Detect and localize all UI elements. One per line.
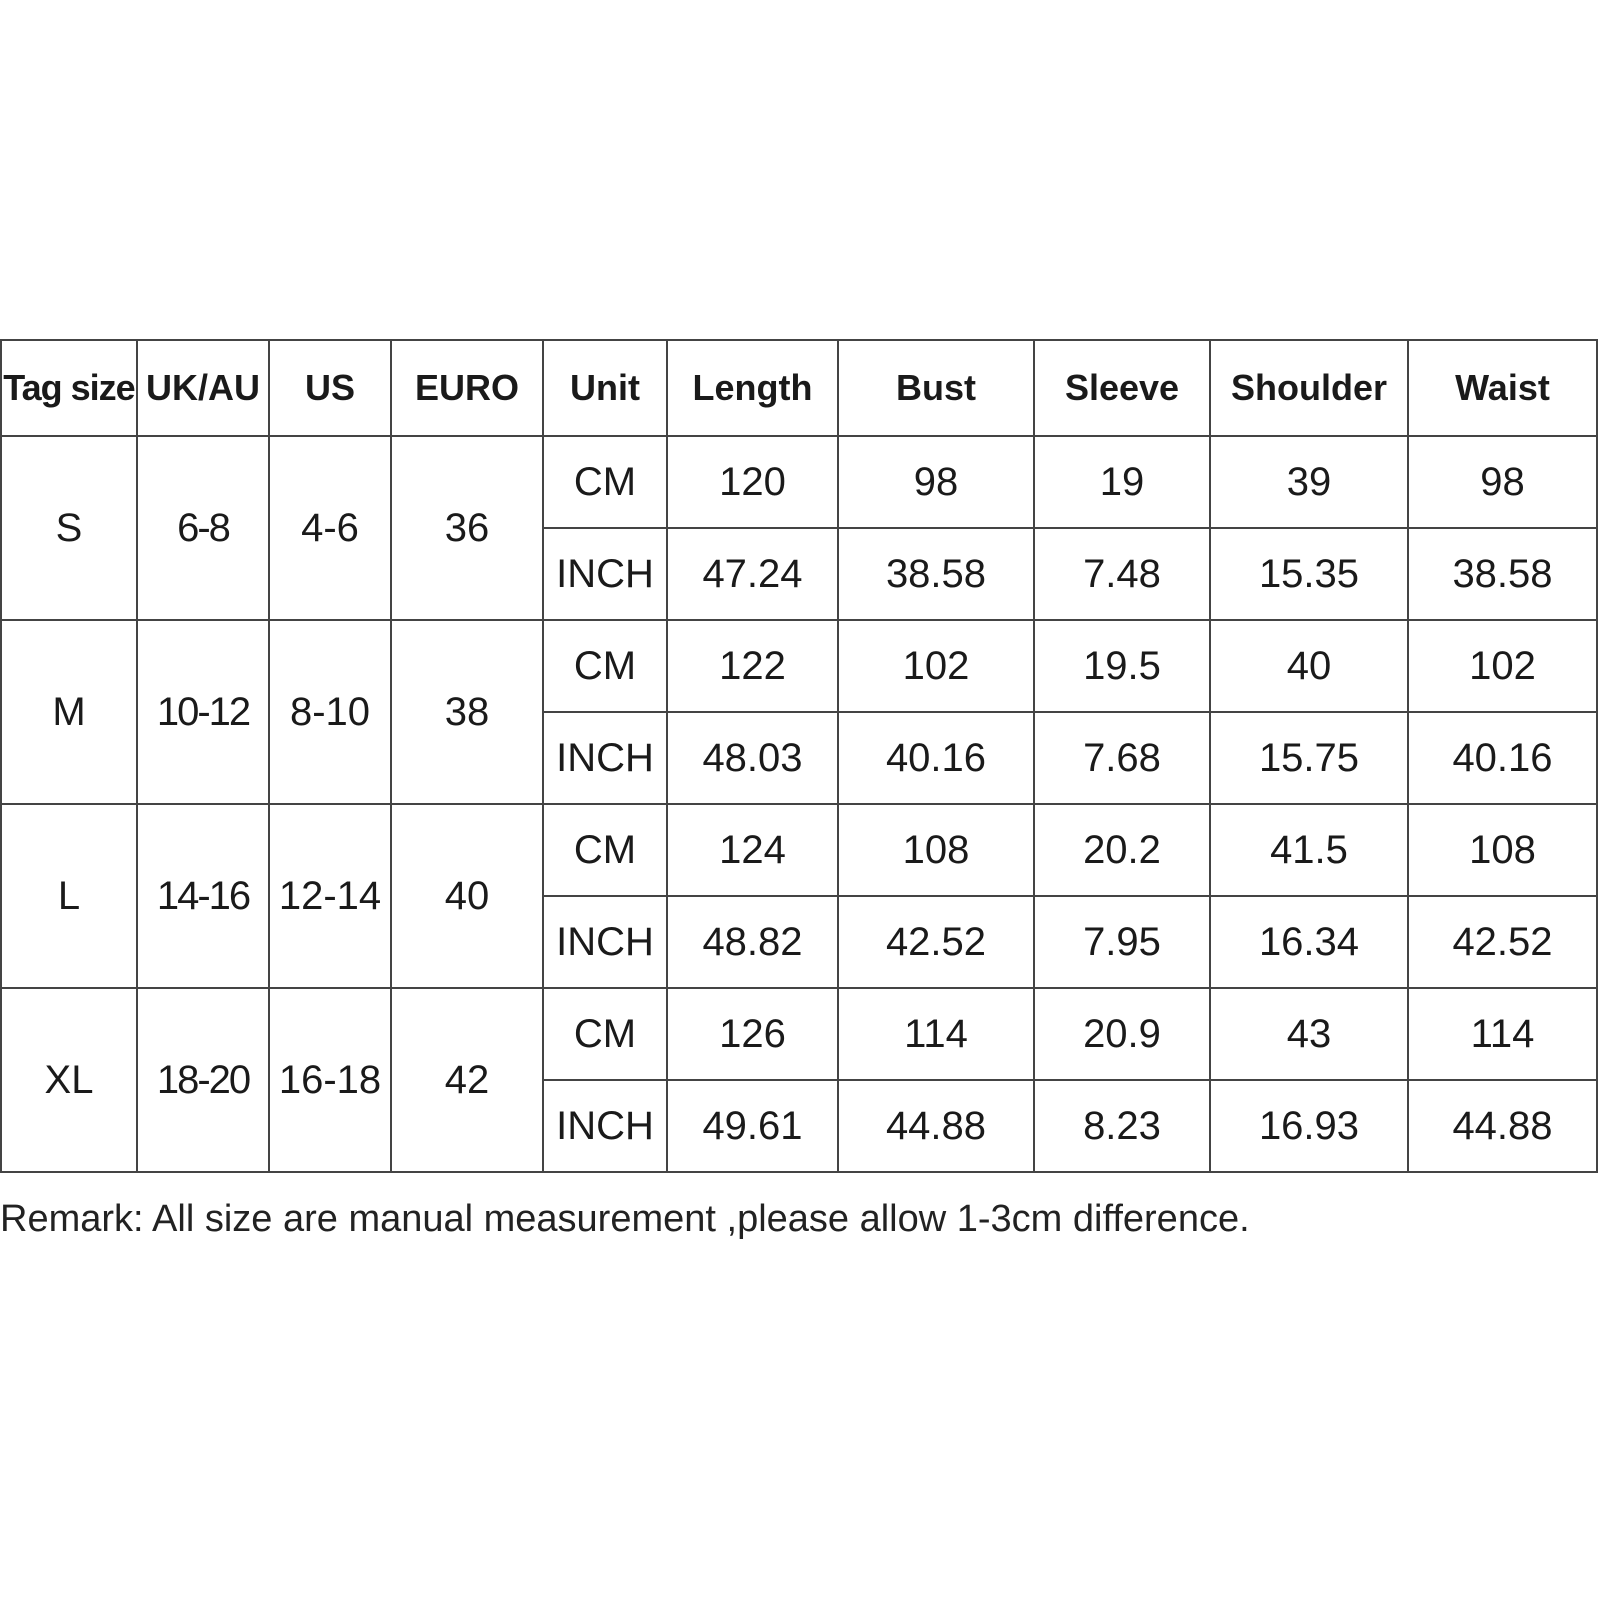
shoulder-cell: 15.75 bbox=[1210, 712, 1408, 804]
bust-cell: 114 bbox=[838, 988, 1034, 1080]
waist-cell: 114 bbox=[1408, 988, 1597, 1080]
sleeve-cell: 8.23 bbox=[1034, 1080, 1210, 1172]
header-us: US bbox=[269, 340, 391, 436]
us-cell: 12-14 bbox=[269, 804, 391, 988]
shoulder-cell: 16.34 bbox=[1210, 896, 1408, 988]
size-chart-table bbox=[0, 339, 1598, 1173]
header-tag-size: Tag size bbox=[1, 340, 137, 436]
length-cell: 49.61 bbox=[667, 1080, 838, 1172]
waist-cell: 98 bbox=[1408, 436, 1597, 528]
uk-au-cell: 6-8 bbox=[137, 436, 269, 620]
unit-cell: INCH bbox=[543, 896, 667, 988]
remark-text: Remark: All size are manual measurement ,please allow 1-3cm difference. bbox=[0, 1198, 1250, 1240]
tag-size-cell: XL bbox=[1, 988, 137, 1172]
size-row-l-cm bbox=[1, 804, 1597, 896]
unit-cell: INCH bbox=[543, 712, 667, 804]
bust-cell: 42.52 bbox=[838, 896, 1034, 988]
sleeve-cell: 7.95 bbox=[1034, 896, 1210, 988]
sleeve-cell: 19.5 bbox=[1034, 620, 1210, 712]
header-waist: Waist bbox=[1408, 340, 1597, 436]
waist-cell: 42.52 bbox=[1408, 896, 1597, 988]
header-uk-au: UK/AU bbox=[137, 340, 269, 436]
length-cell: 47.24 bbox=[667, 528, 838, 620]
bust-cell: 108 bbox=[838, 804, 1034, 896]
waist-cell: 38.58 bbox=[1408, 528, 1597, 620]
tag-size-cell: L bbox=[1, 804, 137, 988]
sleeve-cell: 7.68 bbox=[1034, 712, 1210, 804]
us-cell: 4-6 bbox=[269, 436, 391, 620]
header-bust: Bust bbox=[838, 340, 1034, 436]
uk-au-cell: 14-16 bbox=[137, 804, 269, 988]
bust-cell: 40.16 bbox=[838, 712, 1034, 804]
uk-au-cell: 18-20 bbox=[137, 988, 269, 1172]
sleeve-cell: 19 bbox=[1034, 436, 1210, 528]
waist-cell: 102 bbox=[1408, 620, 1597, 712]
sleeve-cell: 7.48 bbox=[1034, 528, 1210, 620]
shoulder-cell: 15.35 bbox=[1210, 528, 1408, 620]
shoulder-cell: 40 bbox=[1210, 620, 1408, 712]
header-length: Length bbox=[667, 340, 838, 436]
size-row-m-cm bbox=[1, 620, 1597, 712]
length-cell: 48.03 bbox=[667, 712, 838, 804]
shoulder-cell: 41.5 bbox=[1210, 804, 1408, 896]
shoulder-cell: 43 bbox=[1210, 988, 1408, 1080]
bust-cell: 44.88 bbox=[838, 1080, 1034, 1172]
bust-cell: 102 bbox=[838, 620, 1034, 712]
shoulder-cell: 39 bbox=[1210, 436, 1408, 528]
us-cell: 8-10 bbox=[269, 620, 391, 804]
bust-cell: 38.58 bbox=[838, 528, 1034, 620]
unit-cell: INCH bbox=[543, 528, 667, 620]
sleeve-cell: 20.2 bbox=[1034, 804, 1210, 896]
us-cell: 16-18 bbox=[269, 988, 391, 1172]
size-row-xl-cm bbox=[1, 988, 1597, 1080]
tag-size-cell: S bbox=[1, 436, 137, 620]
header-unit: Unit bbox=[543, 340, 667, 436]
tag-size-cell: M bbox=[1, 620, 137, 804]
size-row-s-cm bbox=[1, 436, 1597, 528]
shoulder-cell: 16.93 bbox=[1210, 1080, 1408, 1172]
header-row bbox=[1, 340, 1597, 436]
length-cell: 120 bbox=[667, 436, 838, 528]
unit-cell: CM bbox=[543, 436, 667, 528]
waist-cell: 40.16 bbox=[1408, 712, 1597, 804]
length-cell: 122 bbox=[667, 620, 838, 712]
unit-cell: INCH bbox=[543, 1080, 667, 1172]
sleeve-cell: 20.9 bbox=[1034, 988, 1210, 1080]
euro-cell: 42 bbox=[391, 988, 543, 1172]
unit-cell: CM bbox=[543, 620, 667, 712]
length-cell: 124 bbox=[667, 804, 838, 896]
waist-cell: 108 bbox=[1408, 804, 1597, 896]
header-shoulder: Shoulder bbox=[1210, 340, 1408, 436]
length-cell: 48.82 bbox=[667, 896, 838, 988]
euro-cell: 38 bbox=[391, 620, 543, 804]
header-euro: EURO bbox=[391, 340, 543, 436]
unit-cell: CM bbox=[543, 988, 667, 1080]
bust-cell: 98 bbox=[838, 436, 1034, 528]
header-sleeve: Sleeve bbox=[1034, 340, 1210, 436]
euro-cell: 36 bbox=[391, 436, 543, 620]
length-cell: 126 bbox=[667, 988, 838, 1080]
uk-au-cell: 10-12 bbox=[137, 620, 269, 804]
waist-cell: 44.88 bbox=[1408, 1080, 1597, 1172]
unit-cell: CM bbox=[543, 804, 667, 896]
euro-cell: 40 bbox=[391, 804, 543, 988]
